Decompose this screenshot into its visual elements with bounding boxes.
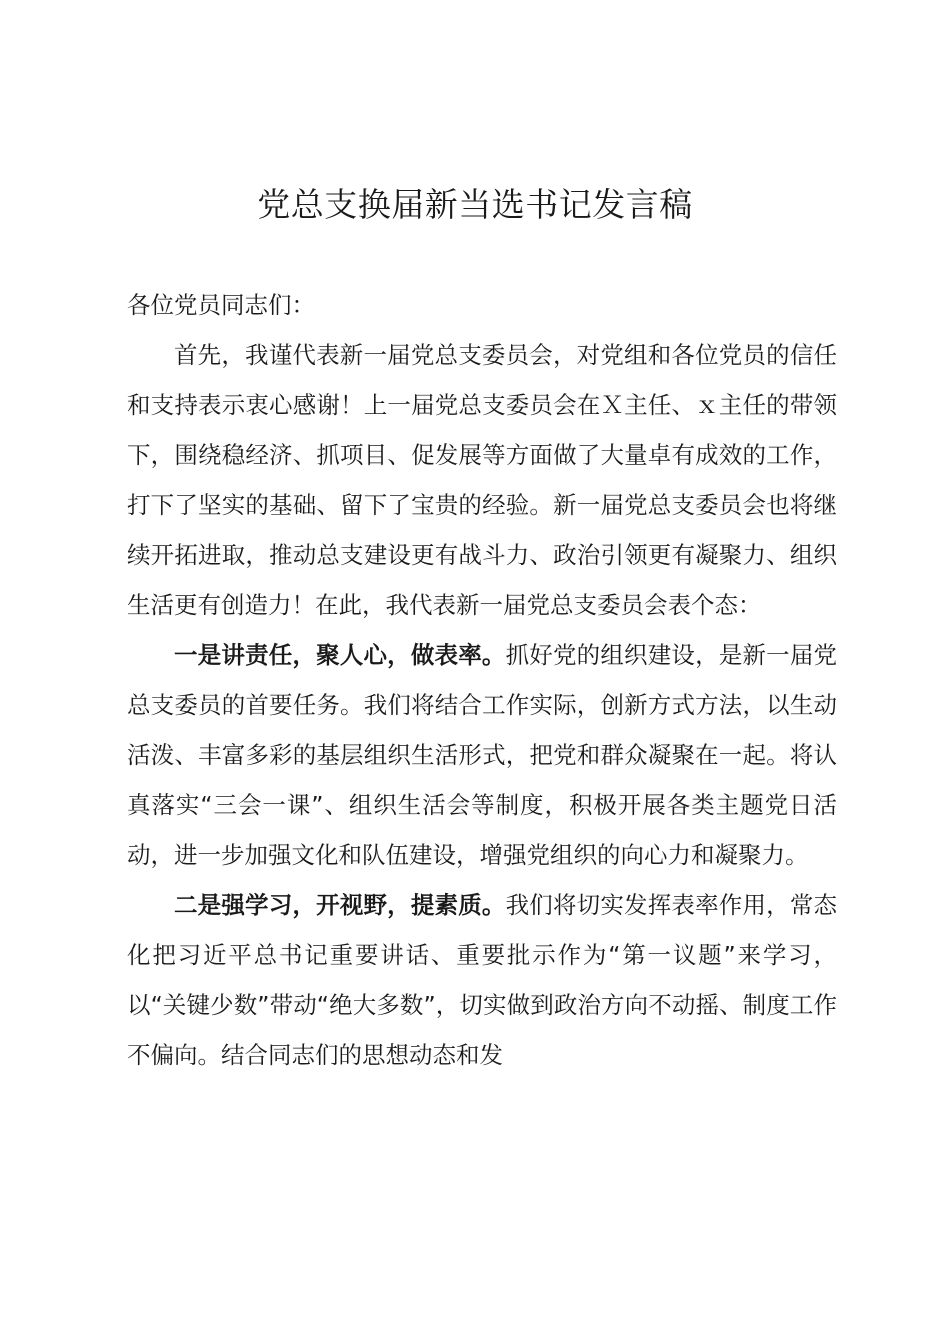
document-title: 党总支换届新当选书记发言稿 — [257, 185, 693, 224]
salutation: 各位党员同志们： — [127, 291, 315, 319]
paragraph-lead: 二是强学习，开视野，提素质。 — [174, 891, 506, 919]
paragraph-text: 首先，我谨代表新一届党总支委员会，对党组和各位党员的信任和支持表示衷心感谢！上一届党总支委员会在Ｘ主任、ｘ主任的带领下，围绕稳经济、抓项目、促发展等方面做了大量卓有成效的工作，打下了坚实的基础、留下了宝贵的经验。新一届党总支委员会也将继续开拓进取，推动总支建设更有战斗力、政治引领更有凝聚力、组织生活更有创造力！在此，我代表新一届党总支委员会表个态： — [127, 341, 837, 619]
document-body — [127, 280, 837, 1080]
paragraph-point-two — [127, 880, 837, 1080]
paragraph-point-one — [127, 630, 837, 880]
paragraph-lead: 一是讲责任，聚人心，做表率。 — [174, 641, 506, 669]
paragraph-text: 我们将切实发挥表率作用，常态化把习近平总书记重要讲话、重要批示作为“第一议题”来学习，以“关键少数”带动“绝大多数”，切实做到政治方向不动摇、制度工作不偏向。结合同志们的思想动态和发 — [127, 891, 838, 1069]
paragraph-intro — [127, 330, 837, 630]
paragraph-text: 抓好党的组织建设，是新一届党总支委员的首要任务。我们将结合工作实际，创新方式方法，以生动活泼、丰富多彩的基层组织生活形式，把党和群众凝聚在一起。将认真落实“三会一课”、组织生活会等制度，积极开展各类主题党日活动，进一步加强文化和队伍建设，增强党组织的向心力和凝聚力。 — [127, 641, 838, 869]
